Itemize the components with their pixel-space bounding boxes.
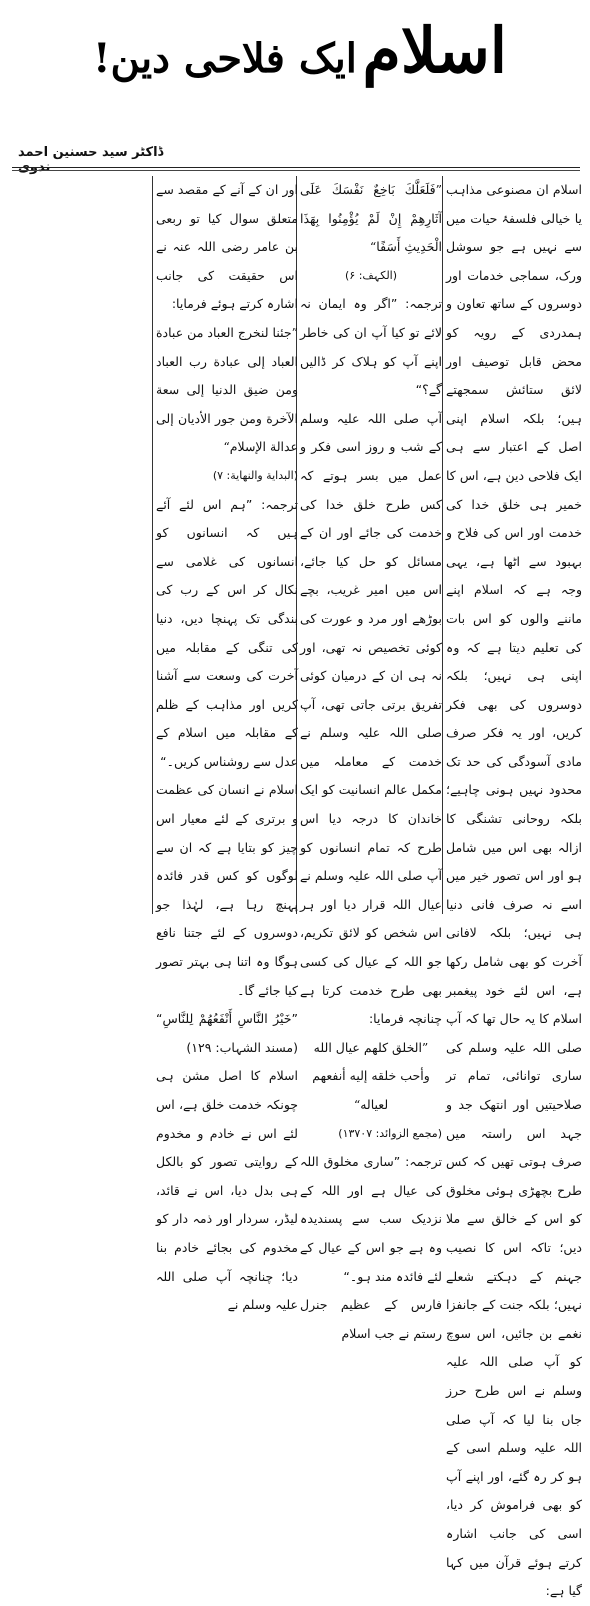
hadith-text: ”خَيْرُ النَّاسِ أَنْفَعُهُمْ لِلنَّاسِ“ (مسند الشہاب: ۱۲۹) bbox=[156, 1011, 298, 1055]
headline-rest: ایک فلاحی دین! bbox=[92, 35, 357, 82]
headline-main-word: اسلام bbox=[362, 14, 508, 87]
hadith-text: ”الخلق كلهم عيال الله وأحب خلقه إليه أنفعهم لعياله“ bbox=[312, 1039, 430, 1112]
article-headline bbox=[90, 14, 510, 115]
arabic-quote: ”جئنا لنخرج العباد من عبادة العباد إلى عبادة رب العباد ومن ضيق الدنيا إلى سعة الآخرة ومن جور الأديان إلى عدالة الإسلام“ bbox=[156, 324, 298, 455]
quran-verse: ”فَلَعَلَّكَ بَاخِعٌ نَفْسَكَ عَلَى آثَارِهِمْ إِنْ لَمْ يُؤْمِنُوا بِهَذَا الْحَدِيثِ أَسَفًا“ bbox=[300, 182, 442, 255]
hadith-reference: (مجمع الزوائد: ۱۳۷۰۷) bbox=[338, 1126, 442, 1140]
hadith-translation: ترجمہ: ”ساری مخلوق اللہ کی عیال ہے اور اللہ کے نزدیک سب سے پسندیدہ وہ ہے جو اس کے عیال کے لئے فائدہ مند ہو۔“ bbox=[300, 1154, 442, 1284]
body-paragraph: اسلام ان مصنوعی مذاہب یا خیالی فلسفۂ حیات میں سے نہیں ہے جو سوشل ورک، سماجی خدمات اور دوسروں کے ساتھ تعاون و ہمدردی کے رویہ کو محض قابل توصیف اور لائق ستائش سمجھتے ہیں؛ بلکہ اسلام اپنی اصل کے اعتبار سے ہی ایک فلاحی دین ہے، اس کا خمیر ہی خلق خدا کی خدمت اور اس کی فلاح و بہبود سے اٹھا ہے، یہی وجہ ہے کہ اسلام اپنے ماننے والوں کو اس بات کی تعلیم دیتا ہے کہ وہ اپنی ہی نہیں؛ بلکہ دوسروں کی بھی فکر کریں، اور یہ فکر صرف مادی آسودگی کی حد تک محدود نہیں ہونی چاہیے؛ بلکہ روحانی تشنگی کا ازالہ بھی اس میں شامل ہو اور اس تصور خیر میں اسے نہ صرف فانی دنیا ہی نہیں؛ بلکہ لافانی آخرت کو بھی شامل رکھا ہے، اس لئے خود پیغمبر اسلام کا یہ حال تھا کہ آپ صلی اللہ علیہ وسلم کی ساری توانائی، تمام تر صلاحیتیں اور انتھک جد و جہد اس راستہ میں صرف ہوتی تھیں کہ کس طرح بچھڑی ہوئی مخلوق کو اس کے خالق سے ملا دیں؛ تاکہ اس کا نصیب جہنم کے دہکتے شعلے نہیں؛ بلکہ جنت کے جانفزا نغمے بن جائیں، اس سوچ کو آپ صلی اللہ علیہ وسلم نے اس طرح حرز جاں بنا لیا کہ آپ صلی اللہ علیہ وسلم اسی کے ہو کر رہ گئے، اور اپنے آپ کو بھی فراموش کر دیا، اسی کی جانب اشارہ کرتے ہوئے قرآن میں کہا گیا ہے: bbox=[446, 182, 582, 1599]
body-paragraph-tail: فارس کے عظیم جنرل رستم نے جب اسلام bbox=[300, 1297, 442, 1341]
header-rule-thin bbox=[12, 170, 580, 171]
arabic-quote-reference: (البداية والنهاية: ۷) bbox=[212, 468, 298, 482]
article-column-4 bbox=[10, 176, 152, 916]
quote-translation: ترجمہ: ”ہم اس لئے آئے ہیں کہ انسانوں کو انسانوں کی غلامی سے نکال کر اس کے رب کی بندگی تک پہنچا دیں، دنیا کی تنگی کے مقابلہ میں آخرت کی وسعت سے آشنا کریں اور مذاہب کے ظلم کے مقابلہ میں اسلام کے عدل سے روشناس کریں۔“ bbox=[156, 496, 298, 769]
article-column-3 bbox=[156, 176, 298, 1313]
author-byline: ڈاکٹر سید حسنین احمد ندوی bbox=[18, 145, 164, 175]
body-paragraph: آپ صلی اللہ علیہ وسلم کے شب و روز اسی فکر و عمل میں بسر ہوتے کہ کس طرح خلق خدا کی خدمت کی جائے اور ان کے مسائل کو حل کیا جائے، اس میں امیر غریب، بچے بوڑھے اور مرد و عورت کی کوئی تخصیص نہ تھی، اور نہ ہی ان کے درمیان کوئی تفریق برتی جاتی تھی، آپ صلی اللہ علیہ وسلم نے خدمت کے معاملہ میں مکمل عالم انسانیت کو ایک خاندان کا درجہ دیا اس طرح کہ تمام انسانوں کو آپ صلی اللہ علیہ وسلم نے عیال اللہ قرار دیا اور ہر اس شخص کو لائق تکریم، جو اللہ کے عیال کی کسی بھی طرح خدمت کرتا ہے چنانچہ فرمایا: bbox=[300, 410, 442, 1027]
column-divider bbox=[152, 176, 153, 914]
quran-reference: (الکہف: ۶) bbox=[344, 268, 398, 282]
verse-translation: ترجمہ: ”اگر وہ ایمان نہ لائے تو کیا آپ ان کی خاطر اپنے آپ کو ہلاک کر ڈالیں گے؟“ bbox=[300, 296, 442, 398]
column-divider bbox=[442, 176, 443, 914]
body-paragraph: اور ان کے آنے کے مقصد سے متعلق سوال کیا تو ربعی بن عامر رضی اللہ عنہ نے اس حقیقت کی جانب اشارہ کرتے ہوئے فرمایا: bbox=[156, 182, 298, 312]
header-rule bbox=[12, 167, 580, 168]
article-column-2 bbox=[300, 176, 442, 1341]
body-paragraph: اسلام کا اصل مشن ہی چونکہ خدمت خلق ہے، اس لئے اس نے خادم و مخدوم کے روایتی تصور کو بالکل ہی بدل دیا، اس نے قائد، لیڈر، سردار اور ذمہ دار کو مخدوم کی بجائے خادم بنا دیا؛ چنانچہ آپ صلی اللہ علیہ وسلم نے bbox=[156, 1068, 298, 1313]
article-column-1 bbox=[446, 176, 582, 1599]
body-paragraph: اسلام نے انسان کی عظمت و برتری کے لئے معیار اس چیز کو بتایا ہے کہ ان سے لوگوں کو کس قدر فائدہ پہنچ رہا ہے، لہٰذا جو دوسروں کے لئے جتنا نافع ہوگا وہ اتنا ہی بہتر تصور کیا جائے گا۔ bbox=[156, 782, 298, 998]
